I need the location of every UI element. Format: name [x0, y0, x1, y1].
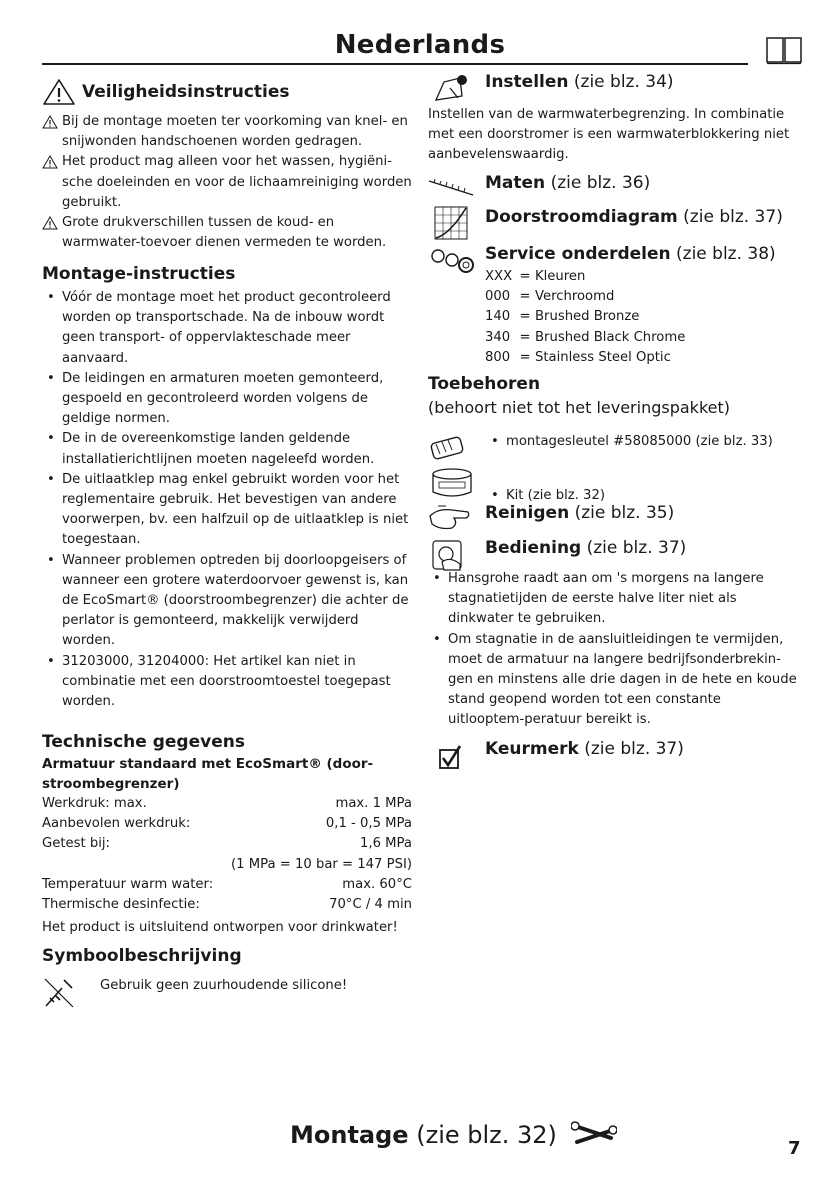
keurmerk-heading: Keurmerk (zie blz. 37) — [485, 739, 684, 759]
spec-row: Temperatuur warm water: max. 60°C — [42, 876, 412, 892]
spec-row: Werkdruk: max. max. 1 MPa — [42, 796, 412, 811]
service-parts-icon — [428, 246, 476, 276]
operation-hand-icon — [430, 538, 466, 572]
sealant-can-icon — [430, 466, 474, 500]
list-item: • De leidingen en armaturen moeten gemonteerd, gespoeld en gecontroleerd worden volgens de geldige normen. — [42, 369, 412, 430]
code-row: 800 = Stainless Steel Optic — [485, 349, 671, 365]
instellen-heading: Instellen (zie blz. 34) — [485, 72, 674, 92]
book-icon — [766, 37, 802, 65]
safety-item: Het product mag alleen voor het wassen, hygiëni-sche doeleinden en voor de lichaamreiniging worden gebruikt. — [42, 152, 412, 213]
accessories-heading: Toebehoren — [428, 374, 541, 394]
service-heading: Service onderdelen (zie blz. 38) — [485, 244, 776, 264]
montage-heading: Montage-instructies — [42, 264, 236, 284]
footer-ref: (zie blz. 32) — [416, 1121, 557, 1149]
safety-heading: Veiligheidsinstructies — [82, 82, 290, 102]
spec-row: Getest bij: 1,6 MPa — [42, 836, 412, 852]
dimensions-icon — [428, 176, 474, 198]
accessories-section — [428, 374, 800, 417]
footer-heading: Montage — [290, 1121, 409, 1149]
warning-icon — [42, 216, 58, 230]
technical-note: Het product is uitsluitend ontworpen voor drinkwater! — [42, 920, 398, 936]
montage-instructies-section — [42, 264, 412, 712]
bediening-list — [428, 569, 800, 731]
list-item: • Om stagnatie in de aansluitleidingen te vermijden, moet de armatuur na langere bedrijfsonderbrekin-gen en minstens alle drie dagen in de hete en koude stand geopend worden tot een constante uitlooptem-peratuur bereikt is. — [428, 630, 800, 731]
accessory-item: • Kit (zie blz. 32) — [486, 486, 816, 506]
instellen-text: Instellen van de warmwaterbegrenzing. In combinatie met een doorstromer is een warmwaterblokkering niet aanbevelenswaardig. — [428, 107, 790, 163]
spec-row: Aanbevolen werkdruk: 0,1 - 0,5 MPa — [42, 816, 412, 832]
tools-icon — [571, 1120, 617, 1150]
spec-row: Thermische desinfectie: 70°C / 4 min — [42, 897, 412, 913]
technical-section — [42, 732, 412, 938]
bediening-heading: Bediening (zie blz. 37) — [485, 538, 687, 558]
list-item: • 31203000, 31204000: Het artikel kan niet in combinatie met een doorstroomtoestel toegepast worden. — [42, 652, 412, 713]
code-row: 000 = Verchroomd — [485, 289, 615, 305]
safety-list — [42, 112, 412, 253]
service-codes — [485, 267, 685, 368]
header-rule — [42, 63, 748, 65]
adjust-icon — [430, 70, 474, 108]
symbols-section — [42, 946, 412, 1010]
code-row: 140 = Brushed Bronze — [485, 309, 640, 325]
maten-heading: Maten (zie blz. 36) — [485, 173, 651, 193]
safety-item: Grote drukverschillen tussen de koud- en warmwater-toevoer dienen vermeden te worden. — [42, 213, 412, 253]
safety-section — [42, 78, 412, 106]
technical-heading: Technische gegevens — [42, 732, 245, 752]
silicone-gun-icon — [42, 976, 100, 1010]
symbols-heading: Symboolbeschrijving — [42, 946, 242, 966]
reinigen-heading: Reinigen (zie blz. 35) — [485, 503, 675, 523]
list-item: • De in de overeenkomstige landen geldende installatierichtlijnen moeten nageleefd worden. — [42, 429, 412, 469]
warning-icon — [42, 78, 76, 106]
accessory-item: • montagesleutel #58085000 (zie blz. 33) — [486, 432, 816, 452]
safety-item: Bij de montage moeten ter voorkoming van knel- en snijwonden handschoenen worden gedragen. — [42, 112, 412, 152]
flow-diagram-icon — [434, 206, 468, 240]
checkbox-icon — [438, 744, 464, 772]
code-row: XXX = Kleuren — [485, 269, 586, 284]
list-item: • Vóór de montage moet het product gecontroleerd worden op transportschade. Na de inbouw wordt geen transport- of oppervlakteschade meer aanvaard. — [42, 288, 412, 369]
diagram-heading: Doorstroomdiagram (zie blz. 37) — [485, 207, 783, 227]
footer — [290, 1120, 617, 1150]
list-item: • Hansgrohe raadt aan om 's morgens na langere stagnatietijden de eerste halve liter niet als dinkwater te gebruiken. — [428, 569, 800, 630]
spec-row: (1 MPa = 10 bar = 147 PSI) — [231, 856, 412, 872]
technical-subheading: Armatuur standaard met EcoSmart® (door-stroombegrenzer) — [42, 756, 374, 792]
warning-icon — [42, 115, 58, 129]
warning-icon — [42, 155, 58, 169]
code-row: 340 = Brushed Black Chrome — [485, 329, 686, 345]
page-number: 7 — [788, 1138, 801, 1159]
list-item: • Wanneer problemen optreden bij doorloopgeisers of wanneer een grotere waterdoorvoer gewenst is, kan de EcoSmart® (doorstroombegrenzer) die achter de perlator is gemonteerd, makkelijk verwijderd worden. — [42, 551, 412, 652]
cleaning-hand-icon — [428, 502, 472, 534]
page-title: Nederlands — [334, 30, 506, 60]
accessories-subheading: (behoort niet tot het leveringspakket) — [428, 398, 730, 417]
symbol-description: Gebruik geen zuurhoudende silicone! — [100, 978, 348, 993]
wrench-tool-icon — [428, 432, 472, 466]
list-item: • De uitlaatklep mag enkel gebruikt worden voor het reglementaire gebruik. Het bevestigen van andere voorwerpen, bv. een halfzuil op de uitlaatklep is niet toegestaan. — [42, 470, 412, 551]
